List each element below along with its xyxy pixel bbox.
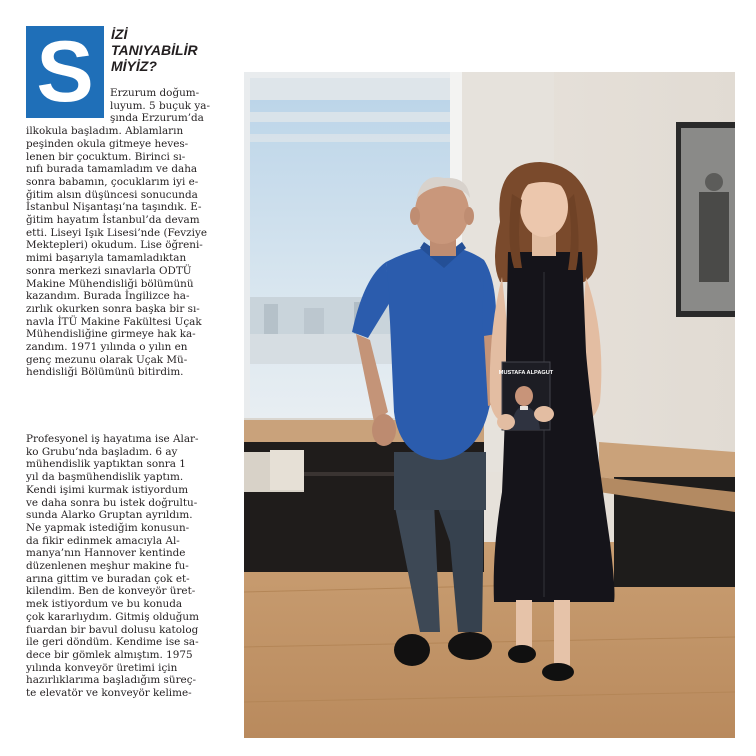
text-line: da fikir edinmek amacıyla Al-: [26, 534, 180, 547]
text-line: mek istiyordum ve bu konuda: [26, 598, 183, 611]
text-line: kilendim. Ben de konveyör üret-: [26, 585, 196, 598]
text-line: dece bir gömlek almıştım. 1975: [26, 648, 193, 661]
headline-line: TANIYABİLİR: [111, 42, 198, 58]
text-line: kazandım. Burada İngilizce ha-: [26, 290, 190, 303]
text-line: sonra babamın, çocuklarım iyi e-: [26, 175, 199, 188]
photo-illustration: [244, 72, 735, 738]
text-line: Mühendisliğine girmeye hak ka-: [26, 328, 196, 341]
text-line: Makine Mühendisliği bölümünü: [26, 277, 194, 290]
text-line: sonra merkezi sınavlarla ODTÜ: [26, 264, 192, 277]
text-line: etti. Liseyi Işık Lisesi’nde (Fevziye: [26, 226, 207, 239]
text-line: Mektepleri) okudum. Lise öğreni-: [26, 239, 203, 252]
text-line: ğitim alsın düşüncesi sonucunda: [26, 188, 198, 201]
headline-line: MİYİZ?: [111, 58, 157, 74]
book: [497, 362, 554, 430]
wall-frame: [676, 122, 735, 317]
article-headline: [111, 26, 231, 74]
text-line: navla İTÜ Makine Fakültesi Uçak: [26, 315, 202, 328]
headline-line: İZİ: [111, 26, 128, 42]
text-line: hendisliği Bölümünü bitirdim.: [26, 366, 184, 379]
desk-right: [599, 442, 735, 587]
text-line: sunda Alarko Gruptan ayrıldım.: [26, 509, 193, 522]
text-line: ko Grubu’nda başladım. 6 ay: [26, 445, 178, 458]
book-cover-title: MUSTAFA ALPAGUT: [498, 370, 554, 376]
text-line: zırlık okurken sonra başka bir sı-: [26, 302, 200, 315]
dropcap-letter: S: [26, 26, 104, 118]
text-line: arına gittim ve buradan çok et-: [26, 572, 190, 585]
text-line: yılında konveyör üretimi için: [26, 661, 178, 674]
text-line: genç mezunu olarak Uçak Mü-: [26, 353, 188, 366]
text-line: hazırlıklarıma başladığım süreç-: [26, 674, 197, 687]
text-line: şında Erzurum’da: [110, 112, 204, 125]
text-line: peşinden okula gitmeye heves-: [26, 137, 189, 150]
text-line: nıfı burada tamamladım ve daha: [26, 163, 198, 176]
text-line: ve daha sonra bu istek doğrultu-: [26, 496, 198, 509]
text-line: ilkokula başladım. Ablamların: [26, 125, 184, 138]
text-line: çok kararlıydım. Gitmiş olduğum: [26, 610, 199, 623]
text-line: Ne yapmak istediğim konusun-: [26, 521, 190, 534]
text-line: fuardan bir bavul dolusu katolog: [26, 623, 199, 636]
text-line: ile geri döndüm. Kendime ise sa-: [26, 636, 199, 649]
text-line: manya’nın Hannover kentinde: [26, 547, 186, 560]
text-line: Erzurum doğum-: [110, 87, 200, 99]
article-photo: [244, 72, 735, 738]
text-line: luyum. 5 buçuk ya-: [110, 99, 210, 112]
text-line: mühendislik yaptıktan sonra 1: [26, 458, 186, 471]
text-line: mimi başarıyla tamamladıktan: [26, 252, 187, 265]
text-line: Kendi işimi kurmak istiyordum: [26, 483, 189, 496]
text-line: İstanbul Nişantaşı’na taşındık. E-: [26, 201, 202, 214]
text-line: te elevatör ve konveyör kelime-: [26, 687, 192, 700]
text-line: yıl da başmühendislik yaptım.: [26, 471, 184, 484]
text-line: Profesyonel iş hayatıma ise Alar-: [26, 433, 199, 445]
article-paragraph-1: [26, 87, 218, 379]
text-line: lenen bir çocuktum. Birinci sı-: [26, 150, 186, 163]
article-paragraph-2: [26, 433, 218, 700]
text-line: zandım. 1971 yılında o yılın en: [26, 341, 188, 354]
text-line: düzenlenen meşhur makine fu-: [26, 560, 189, 573]
text-line: ğitim hayatım İstanbul’da devam: [26, 214, 200, 227]
